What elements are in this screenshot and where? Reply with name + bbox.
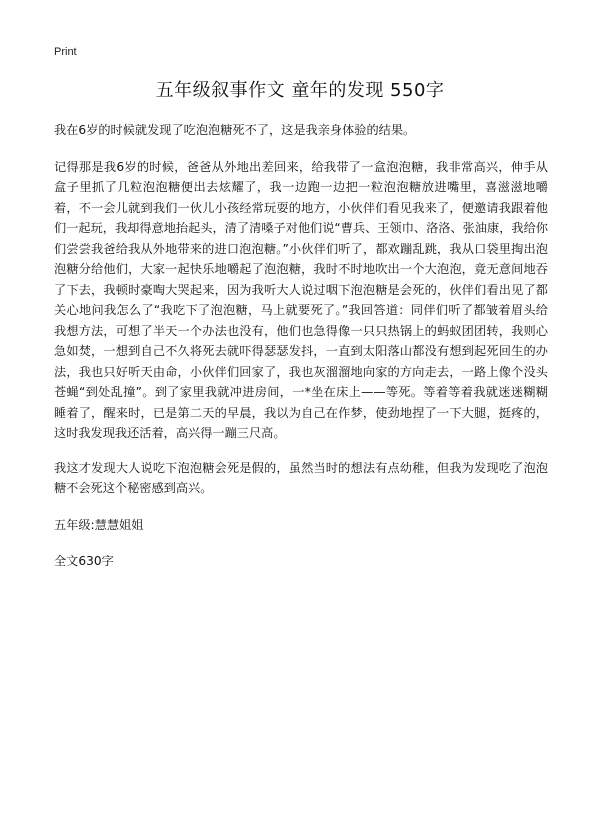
word-count: 全文630字 (54, 553, 114, 568)
article-title: 五年级叙事作文 童年的发现 550字 (155, 80, 445, 101)
print-link[interactable]: Print (54, 46, 77, 58)
intro-paragraph: 我在6岁的时候就发现了吃泡泡糖死不了，这是我亲身体验的结果。 (54, 123, 416, 137)
conclusion-paragraph: 我这才发现大人说吃下泡泡糖会死是假的，虽然当时的想法有点幼稚，但我为发现吃了泡泡糖不会死这个秘密感到高兴。 (54, 460, 548, 495)
story-paragraph: 记得那是我6岁的时候，爸爸从外地出差回来，给我带了一盒泡泡糖，我非常高兴，伸手从盒子里抓了几粒泡泡糖便出去炫耀了，我一边跑一边把一粒泡泡糖放进嘴里，喜滋滋地嚼着，不一会儿就到我们一伙儿小孩经常玩耍的地方，小伙伴们看见我来了，便邀请我跟着他们一起玩，我却得意地抬起头，清了清嗓子对他们说“曹兵、王领巾、洛洛、张油康，我给你们尝尝我爸给我从外地带来的进口泡泡糖。”小伙伴们听了，都欢蹦乱跳，我从口袋里掏出泡泡糖分给他们，大家一起快乐地嚼起了泡泡糖，我时不时地吹出一个大泡泡，竟无意间地吞了下去，我顿时豪啕大哭起来，因为我听大人说过咽下泡泡糖是会死的，伙伴们看出见了都关心地问我怎么了“我吃下了泡泡糖，马上就要死了。”我回答道：同伴们听了都皱着眉头给我想方法，可想了半天一个办法也没有，他们也急得像一只只热锅上的蚂蚁团团转，我则心急如焚，一想到自己不久将死去就吓得瑟瑟发抖，一直到太阳落山都没有想到起死回生的办法，我也只好听天由命，小伙伴们回家了，我也灰溜溜地向家的方向走去，一路上像个没头苍蝇“到处乱撞”。到了家里我就冲进房间，一*坐在床上——等死。等着等着我就迷迷糊糊睡着了，醒来时，已是第二天的早晨，我以为自己在作梦，使劲地捏了一下大腿，挺疼的，这时我发现我还活着，高兴得一蹦三尺高。 (54, 159, 548, 440)
author-line: 五年级:慧慧姐姐 (54, 517, 144, 532)
article-body (54, 120, 548, 587)
